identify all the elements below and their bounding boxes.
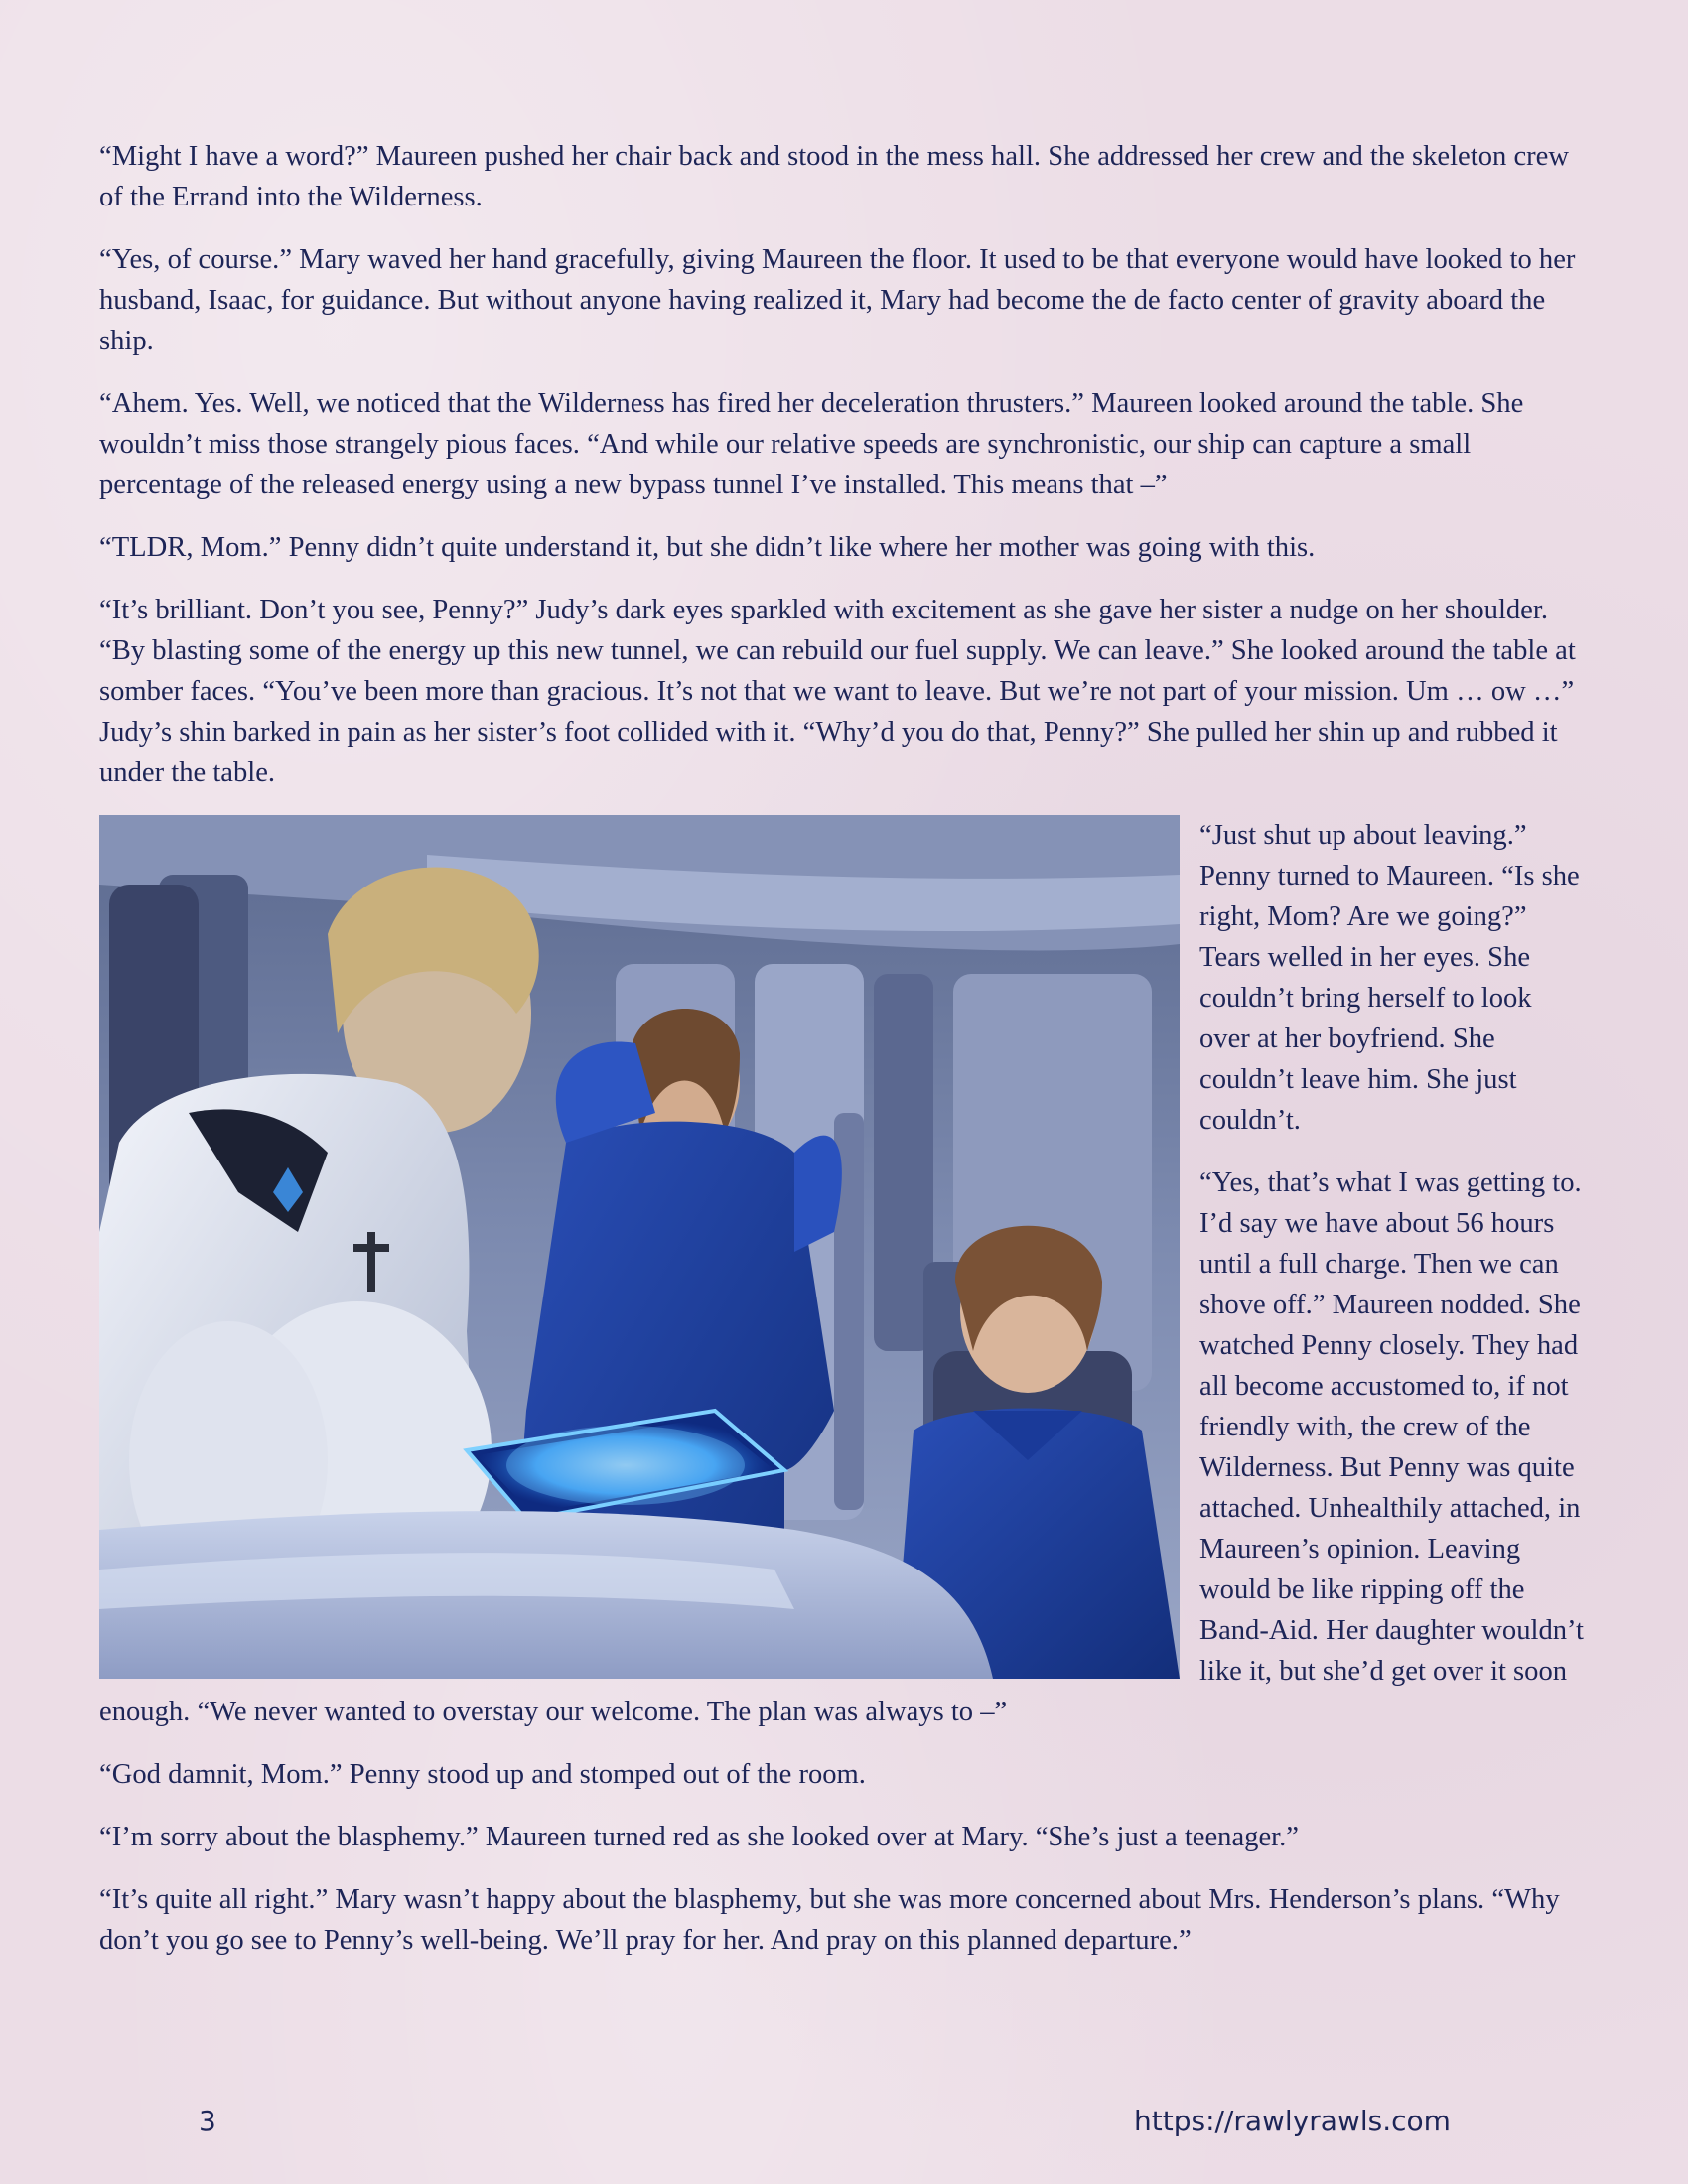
story-illustration bbox=[99, 815, 1180, 1679]
paragraph: “Might I have a word?” Maureen pushed her chair back and stood in the mess hall. She addressed her crew and the skeleton crew of the Errand into the Wilderness. bbox=[99, 141, 1569, 212]
paragraph: “Yes, of course.” Mary waved her hand gracefully, giving Maureen the floor. It used to be that everyone would have looked to her husband, Isaac, for guidance. But without anyone having realized it, Mary had become the de facto center of gravity aboard the ship. bbox=[99, 244, 1576, 356]
paragraph: “Just shut up about leaving.” Penny turned to Maureen. “Is she right, Mom? Are we going?” Tears welled in her eyes. She couldn’t bring herself to look over at her boyfriend. She couldn’t leave him. She just couldn’t. bbox=[1199, 820, 1580, 1136]
illustration-scene bbox=[99, 815, 1180, 1679]
paragraph: “TLDR, Mom.” Penny didn’t quite understand it, but she didn’t like where her mother was going with this. bbox=[99, 532, 1316, 563]
paragraph: “God damnit, Mom.” Penny stood up and stomped out of the room. bbox=[99, 1759, 866, 1790]
paragraph: “It’s brilliant. Don’t you see, Penny?” Judy’s dark eyes sparkled with excitement as she gave her sister a nudge on her shoulder. “By blasting some of the energy up this new tunnel, we can rebuild our fuel supply. We can leave.” She looked around the table at somber faces. “You’ve been more than gracious. It’s not that we want to leave. But we’re not part of your mission. Um … ow …” Judy’s shin barked in pain as her sister’s foot collided with it. “Why’d you do that, Penny?” She pulled her shin up and rubbed it under the table. bbox=[99, 595, 1576, 788]
page-number: 3 bbox=[199, 2105, 216, 2137]
paragraph: “Ahem. Yes. Well, we noticed that the Wilderness has fired her deceleration thrusters.” Maureen looked around the table. She wouldn’t miss those strangely pious faces. “And while our relative speeds are synchronistic, our ship can capture a small percentage of the released energy using a new bypass tunnel I’ve installed. This means that –” bbox=[99, 388, 1524, 500]
paragraph: “It’s quite all right.” Mary wasn’t happy about the blasphemy, but she was more concerned about Mrs. Henderson’s plans. “Why don’t you go see to Penny’s well-being. We’ll pray for her. And pray on this planned departure.” bbox=[99, 1884, 1560, 1956]
footer-website-link[interactable]: https://rawlyrawls.com bbox=[1134, 2105, 1451, 2137]
paragraph: “Yes, that’s what I was getting to. I’d say we have about 56 hours until a full charge. Then we can shove off.” Maureen nodded. She watched Penny closely. They had all become accustomed to, if not friendly with, the crew of the Wilderness. But Penny was quite attached. Unhealthily attached, in Maureen’s opinion. Leaving would be like ripping off the Band-Aid. Her daughter wouldn’t like it, but she’d get over it soon enough. “We never wanted to overstay our welcome. The plan was always to –” bbox=[99, 1167, 1584, 1727]
story-text bbox=[99, 136, 1589, 1982]
paragraph: “I’m sorry about the blasphemy.” Maureen turned red as she looked over at Mary. “She’s just a teenager.” bbox=[99, 1822, 1299, 1852]
